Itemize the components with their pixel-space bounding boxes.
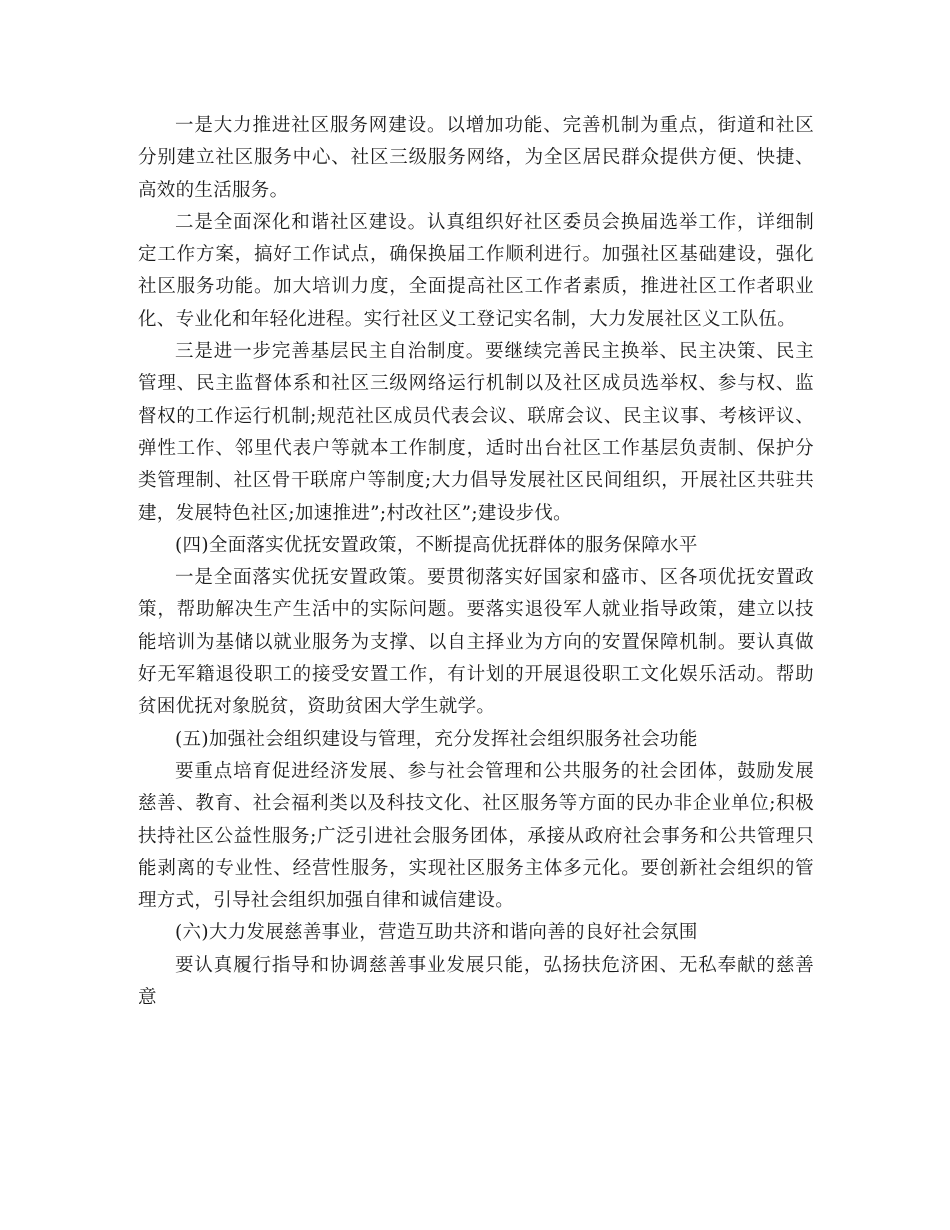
- section-heading-4: (四)全面落实优抚安置政策，不断提高优抚群体的服务保障水平: [175, 534, 698, 556]
- section-heading-6: (六)大力发展慈善事业，营造互助共济和谐向善的良好社会氛围: [175, 922, 698, 944]
- section-heading-5: (五)加强社会组织建设与管理，充分发挥社会组织服务社会功能: [175, 728, 698, 750]
- paragraph-grassroots-democracy: 三是进一步完善基层民主自治制度。要继续完善民主换举、民主决策、民主管理、民主监督体系和社区三级网络运行机制以及社区成员选举权、参与权、监督权的工作运行机制;规范社区成员代表会议、联席会议、民主议事、考核评议、弹性工作、邻里代表户等就本工作制度，适时出台社区工作基层负责制、保护分类管理制、社区骨干联席户等制度;大力倡导发展社区民间组织，开展社区共驻共建，发展特色社区;加速推进”;村改社区”;建设步伐。: [138, 341, 814, 524]
- paragraph-community-service-network: 一是大力推进社区服务网建设。以增加功能、完善机制为重点，街道和社区分别建立社区服务中心、社区三级服务网络，为全区居民群众提供方便、快捷、高效的生活服务。: [138, 115, 814, 201]
- paragraph-harmonious-community: 二是全面深化和谐社区建设。认真组织好社区委员会换届选举工作，详细制定工作方案，搞好工作试点，确保换届工作顺利进行。加强社区基础建设，强化社区服务功能。加大培训力度，全面提高社区工作者素质，推进社区工作者职业化、专业化和年轻化进程。实行社区义工登记实名制，大力发展社区义工队伍。: [138, 211, 814, 330]
- document-body: [138, 110, 814, 1014]
- paragraph-resettlement-policy: 一是全面落实优抚安置政策。要贯彻落实好国家和盛市、区各项优抚安置政策，帮助解决生产生活中的实际问题。要落实退役军人就业指导政策，建立以技能培训为基储以就业服务为支撑、以自主择业为方向的安置保障机制。要认真做好无军籍退役职工的接受安置工作，有计划的开展退役职工文化娱乐活动。帮助贫困优抚对象脱贫，资助贫困大学生就学。: [138, 567, 814, 718]
- paragraph-social-organizations: 要重点培育促进经济发展、参与社会管理和公共服务的社会团体，鼓励发展慈善、教育、社会福利类以及科技文化、社区服务等方面的民办非企业单位;积极扶持社区公益性服务;广泛引进社会服务团体，承接从政府社会事务和公共管理只能剥离的专业性、经营性服务，实现社区服务主体多元化。要创新社会组织的管理方式，引导社会组织加强自律和诚信建设。: [138, 760, 814, 912]
- paragraph-charity: 要认真履行指导和协调慈善事业发展只能，弘扬扶危济困、无私奉献的慈善意: [138, 954, 814, 1009]
